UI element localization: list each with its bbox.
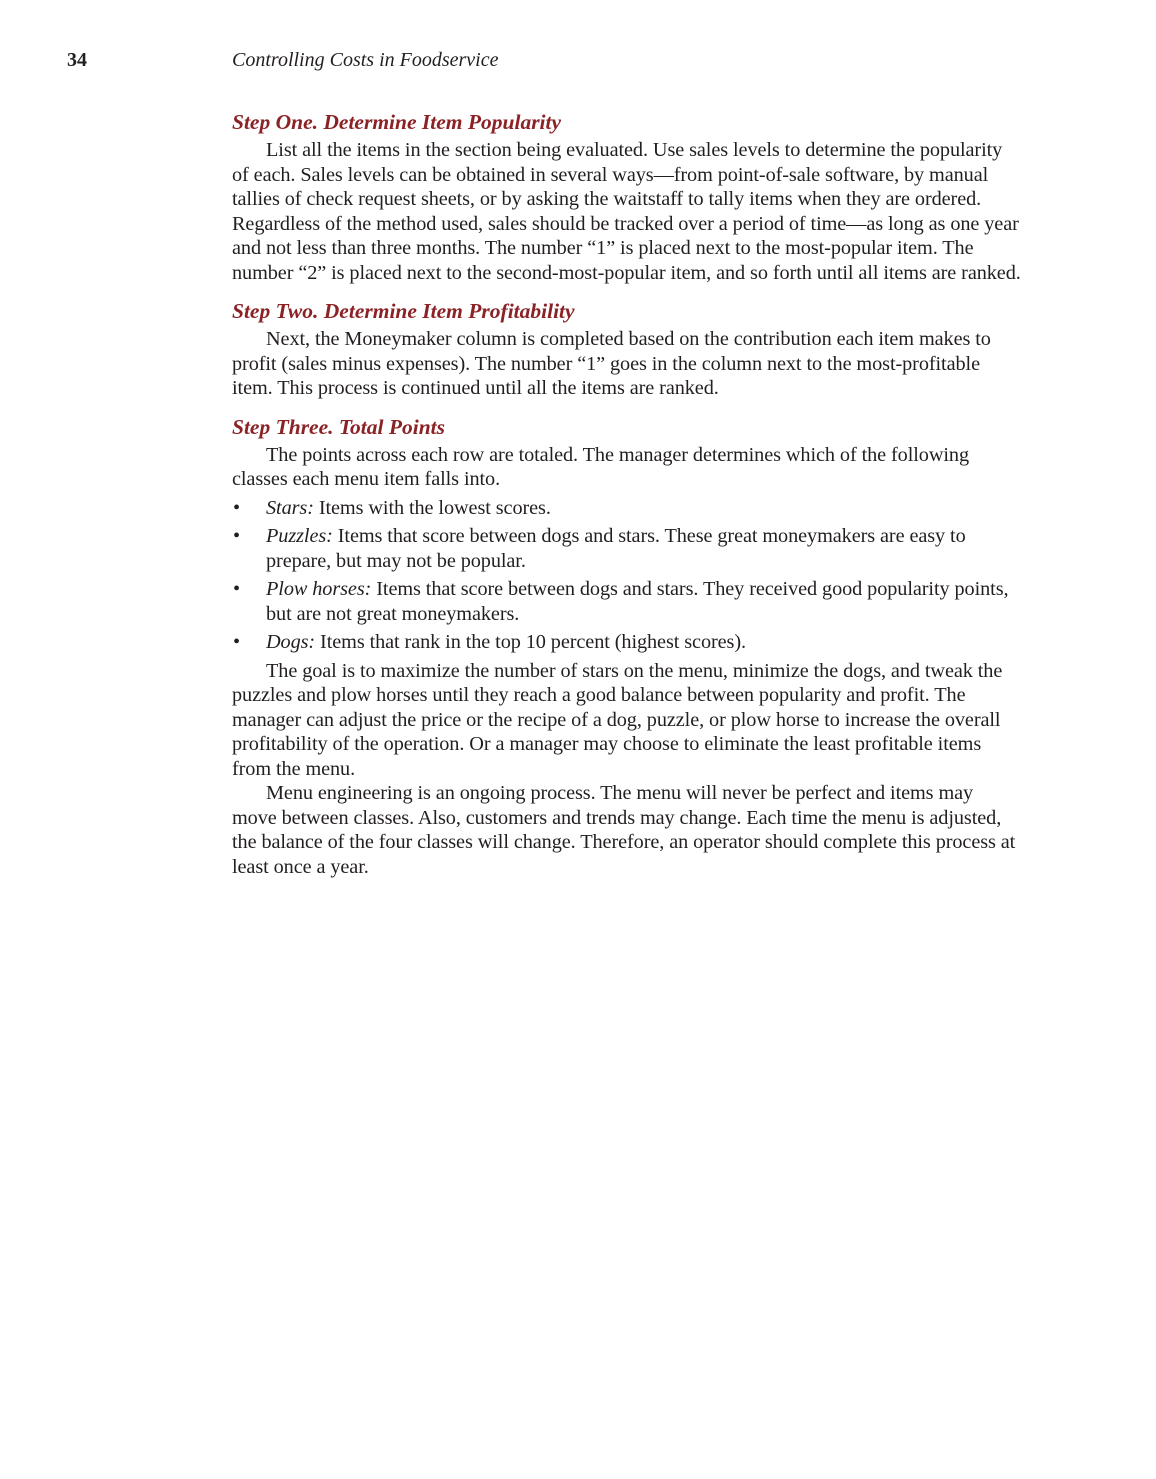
- list-term: Stars:: [266, 496, 314, 519]
- bullet-icon: •: [233, 496, 241, 519]
- list-text: Items that rank in the top 10 percent (highest scores).: [315, 631, 746, 653]
- bullet-icon: •: [233, 578, 241, 600]
- page-number: 34: [67, 49, 87, 71]
- list-term: Dogs:: [266, 631, 316, 653]
- list-term: Plow horses:: [266, 578, 372, 600]
- body-paragraph: List all the items in the section being evaluated. Use sales levels to determine the popularity of each. Sales levels can be obtained in several ways—from point-of-sale software, by manual tallies of check request sheets, or by asking the waitstaff to tally items when they are ordered. Regardless of the method used, sales should be tracked over a period of time—as long as one year and not less than three months. The number “1” is placed next to the most-popular item. The number “2” is placed next to the second-most-popular item, and so forth until all items are ranked.: [232, 139, 1021, 284]
- list-item-dogs: [232, 630, 1022, 655]
- page-body: [232, 108, 1022, 879]
- body-paragraph: The goal is to maximize the number of stars on the menu, minimize the dogs, and tweak the puzzles and plow horses until they reach a good balance between popularity and profit. The manager can adjust the price or the recipe of a dog, puzzle, or plow horse to increase the overall profitability of the operation. Or a manager may choose to eliminate the least profitable items from the menu.: [232, 659, 1003, 780]
- body-paragraph: Next, the Moneymaker column is completed based on the contribution each item makes to profit (sales minus expenses). The number “1” goes in the column next to the most-profitable item. This process is continued until all the items are ranked.: [232, 328, 991, 399]
- list-item-puzzles: [232, 524, 1022, 573]
- bullet-icon: •: [233, 525, 241, 547]
- bullet-icon: •: [233, 631, 241, 653]
- body-paragraph: Menu engineering is an ongoing process. The menu will never be perfect and items may move between classes. Also, customers and trends may change. Each time the menu is adjusted, the balance of the four classes will change. Therefore, an operator should complete this process at least once a year.: [232, 782, 1016, 878]
- list-item-stars: [232, 496, 1022, 521]
- running-title: Controlling Costs in Foodservice: [232, 49, 499, 71]
- list-text: Items with the lowest scores.: [313, 496, 551, 519]
- section-step-two: [232, 297, 1022, 401]
- list-text: Items that score between dogs and stars. They received good popularity points, but are not great moneymakers.: [266, 578, 1009, 625]
- section-heading: Step One. Determine Item Popularity: [232, 110, 562, 134]
- section-step-three: [232, 413, 1022, 880]
- section-heading: Step Two. Determine Item Profitability: [232, 299, 575, 323]
- menu-class-list: [232, 496, 1022, 655]
- list-item-plow-horses: [232, 577, 1022, 626]
- list-term: Puzzles:: [266, 525, 333, 547]
- section-step-one: [232, 108, 1022, 285]
- running-header: [0, 46, 1156, 74]
- body-paragraph: The points across each row are totaled. The manager determines which of the following classes each menu item falls into.: [232, 443, 969, 490]
- section-heading: Step Three. Total Points: [232, 414, 446, 439]
- list-text: Items that score between dogs and stars. These great moneymakers are easy to prepare, but may not be popular.: [266, 525, 966, 572]
